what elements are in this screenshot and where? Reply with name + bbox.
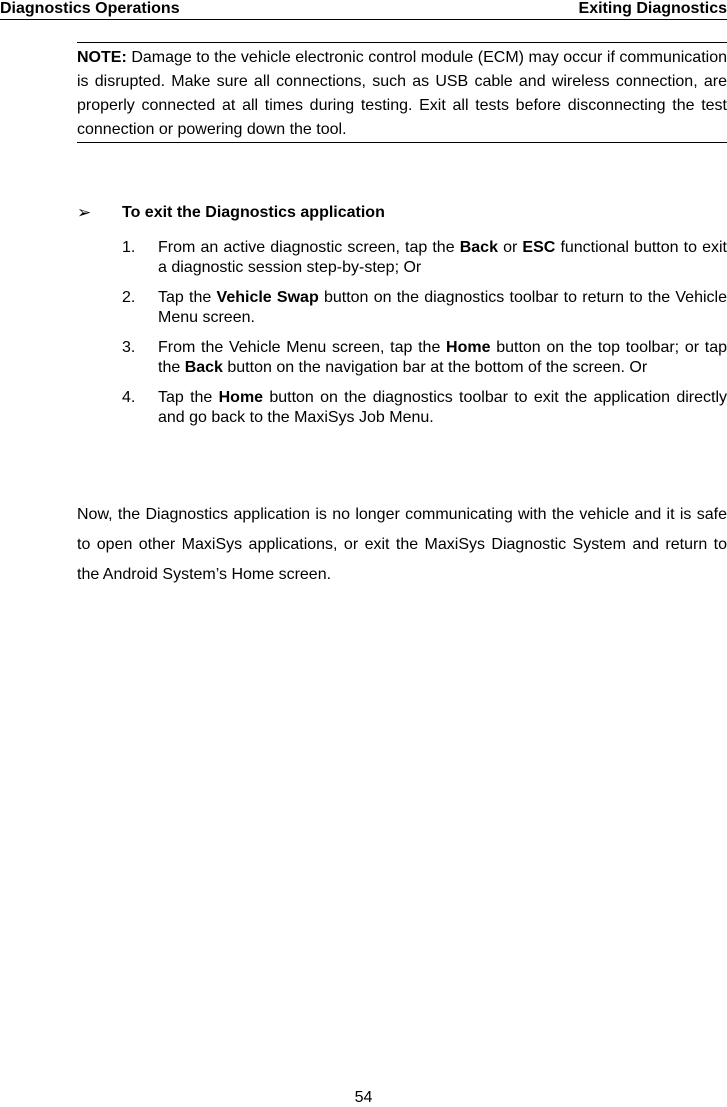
running-header (0, 0, 727, 20)
step-text (158, 338, 727, 378)
step-text-emphasis: Vehicle Swap (216, 289, 319, 306)
step-text (158, 388, 727, 428)
section-title: Exiting Diagnostics (578, 0, 727, 17)
conclusion-paragraph: Now, the Diagnostics application is no longer communicating with the vehicle and it is safe to open other MaxiSys applications, or exit the MaxiSys Diagnostic System and return to the Android System’s Home screen. (77, 506, 727, 583)
chapter-title: Diagnostics Operations (0, 0, 180, 17)
step-text-emphasis: Back (459, 239, 498, 256)
step-text-run: functional button to exit a diagnostic session step-by-step; Or (158, 239, 727, 276)
step-text-run: Tap the (158, 289, 217, 306)
step-number: 3. (122, 339, 136, 356)
step-text (158, 288, 727, 328)
step-text-run: From an active diagnostic screen, tap the (158, 239, 460, 256)
step-text-run: Tap the (158, 389, 219, 406)
step-number: 1. (122, 239, 136, 256)
step-number: 4. (122, 389, 136, 406)
step-text-emphasis: ESC (522, 239, 556, 256)
step-item (122, 338, 727, 378)
step-text-emphasis: Back (184, 359, 223, 376)
step-text-run: From the Vehicle Menu screen, tap the (158, 339, 447, 356)
step-text-run: or (497, 239, 523, 256)
step-item (122, 288, 727, 328)
page-number: 54 (354, 1089, 373, 1106)
step-text-emphasis: Home (218, 389, 264, 406)
step-text-run: button on the navigation bar at the bottom of the screen. Or (222, 359, 648, 376)
step-text-run: button on the diagnostics toolbar to exit the application directly and go back to the MaxiSys Job Menu. (158, 389, 727, 426)
step-number: 2. (122, 289, 136, 306)
note-paragraph (77, 46, 727, 142)
steps-list (122, 238, 727, 438)
arrow-bullet-icon: ➢ (77, 203, 92, 222)
step-text-run: button on the top toolbar; or tap the (158, 339, 727, 376)
step-item (122, 388, 727, 428)
step-item (122, 238, 727, 278)
note-label: NOTE: (77, 49, 127, 66)
note-box (77, 42, 727, 143)
note-text: Damage to the vehicle electronic control module (ECM) may occur if communication is disrupted. Make sure all connections, such as USB cable and wireless connection, are properly connected at all times during testing. Exit all tests before disconnecting the test connection or powering down the tool. (77, 49, 727, 138)
step-text (158, 238, 727, 278)
step-text-run: button on the diagnostics toolbar to return to the Vehicle Menu screen. (158, 289, 727, 326)
step-text-emphasis: Home (446, 339, 491, 356)
task-heading-text: To exit the Diagnostics application (122, 204, 385, 221)
